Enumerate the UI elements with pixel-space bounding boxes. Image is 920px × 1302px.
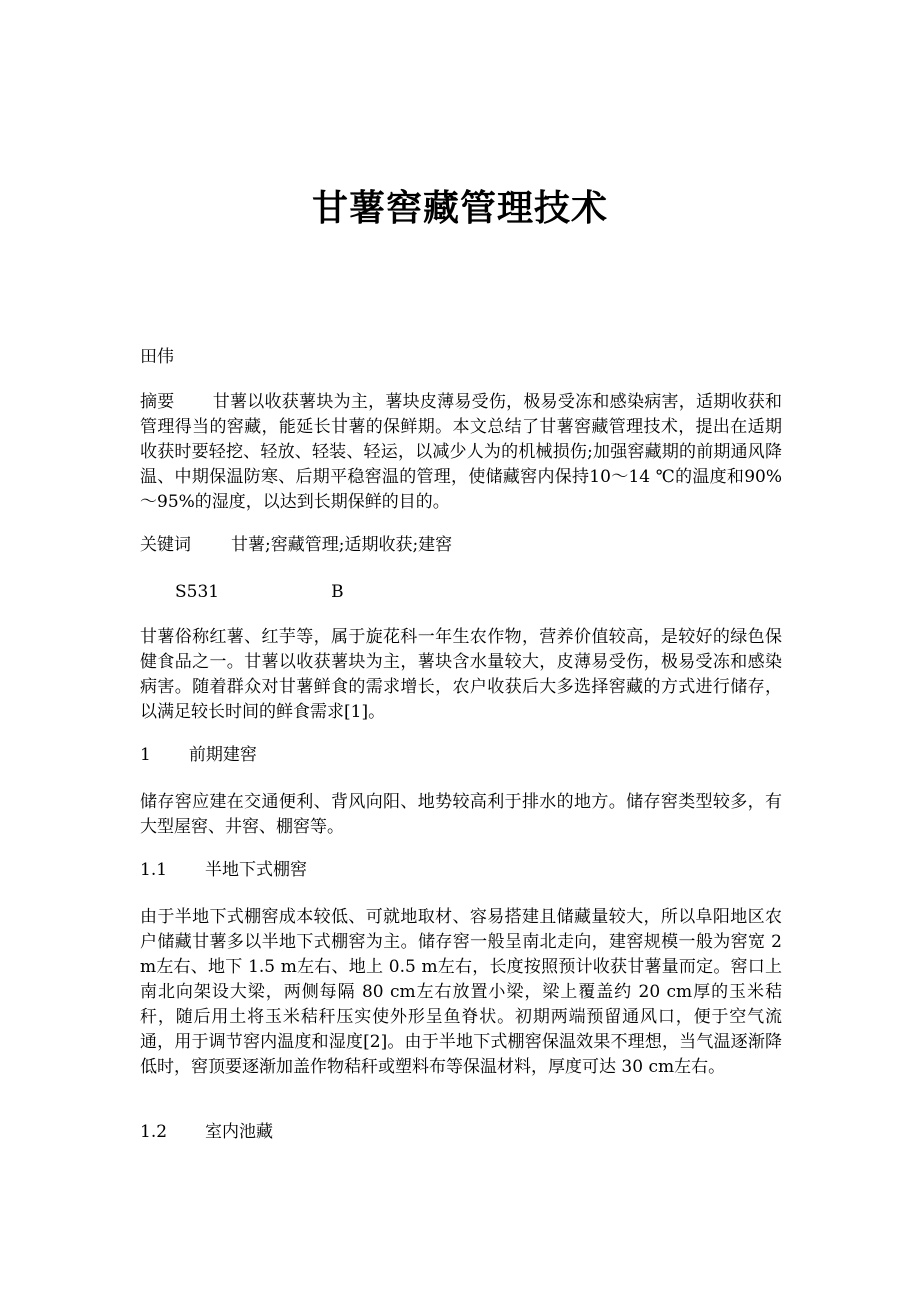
section-1-paragraph: 储存窖应建在交通便利、背风向阳、地势较高利于排水的地方。储存窖类型较多，有大型屋窖、井窖、棚窖等。 <box>140 792 782 837</box>
section-1-1-paragraph: 由于半地下式棚窖成本较低、可就地取材、容易搭建且储藏量较大，所以阜阳地区农户储藏甘薯多以半地下式棚窖为主。储存窖一般呈南北走向，建窖规模一般为窖宽 2 m左右、地下 1.5 m左右、地上 0.5 m左右，长度按照预计收获甘薯量而定。窖口上南北向架设大梁，两侧每隔 80 cm左右放置小梁，梁上覆盖约 20 cm厚的玉米秸秆，随后用土将玉米秸秆压实使外形呈鱼脊状。初期两端预留通风口，便于空气流通，用于调节窖内温度和湿度[2]。由于半地下式棚窖保温效果不理想，当气温逐渐降低时，窖顶要逐渐加盖作物秸秆或塑料布等保温材料，厚度可达 30 cm左右。 <box>140 907 782 1077</box>
section-1-2-heading <box>140 1120 273 1145</box>
abstract-text: 甘薯以收获薯块为主，薯块皮薄易受伤，极易受冻和感染病害，适期收获和管理得当的窖藏，能延长甘薯的保鲜期。本文总结了甘薯窖藏管理技术，提出在适期收获时要轻挖、轻放、轻装、轻运，以减少人为的机械损伤;加强窖藏期的前期通风降温、中期保温防寒、后期平稳窖温的管理，使储藏窖内保持10～14 ℃的温度和90%～95%的湿度，以达到长期保鲜的目的。 <box>140 392 782 512</box>
keywords-text: 甘薯;窖藏管理;适期收获;建窖 <box>231 535 453 555</box>
abstract-label: 摘要 <box>140 392 175 412</box>
keywords-label: 关键词 <box>140 535 191 555</box>
classification-line <box>175 580 344 605</box>
section-1-1-title: 半地下式棚窖 <box>205 860 308 880</box>
document-title: 甘薯窖藏管理技术 <box>311 187 608 229</box>
section-1-heading <box>140 743 257 768</box>
section-1-1-heading <box>140 858 307 883</box>
document-code: B <box>331 582 344 602</box>
abstract-paragraph <box>140 390 782 515</box>
clc-number: S531 <box>175 582 220 602</box>
section-1-2-number: 1.2 <box>140 1122 168 1142</box>
section-1-2-title: 室内池藏 <box>205 1122 274 1142</box>
section-1-1-number: 1.1 <box>140 860 168 880</box>
keywords-line <box>140 533 452 558</box>
section-1-title: 前期建窖 <box>188 745 257 765</box>
intro-paragraph: 甘薯俗称红薯、红芋等，属于旋花科一年生农作物，营养价值较高，是较好的绿色保健食品之一。甘薯以收获薯块为主，薯块含水量较大，皮薄易受伤，极易受冻和感染病害。随着群众对甘薯鲜食的需求增长，农户收获后大多选择窖藏的方式进行储存，以满足较长时间的鲜食需求[1]。 <box>140 627 782 722</box>
section-1-number: 1 <box>140 745 151 765</box>
author: 田伟 <box>140 347 174 367</box>
